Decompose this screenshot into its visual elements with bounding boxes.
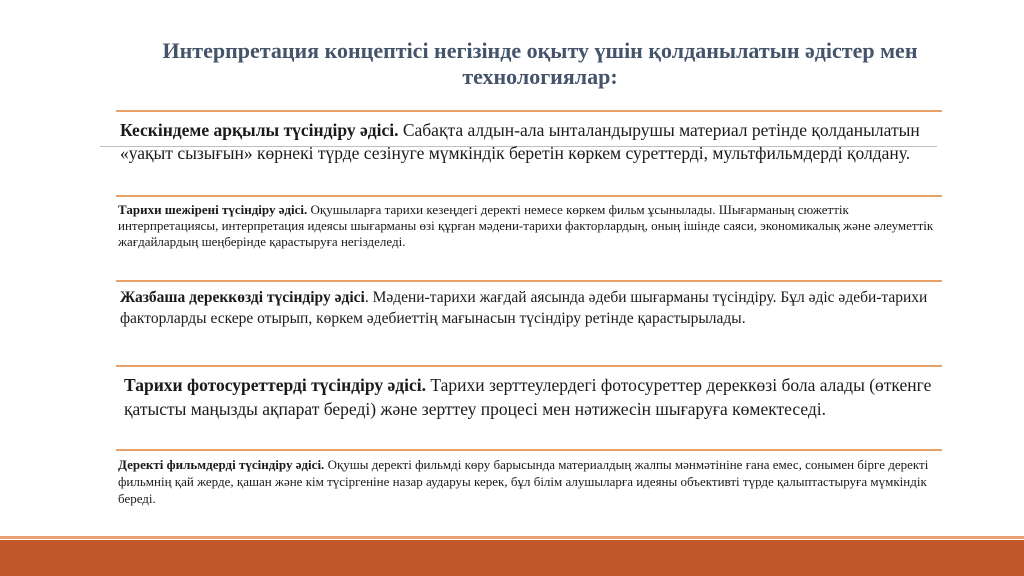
method-photographs-text: Тарихи зерттеулердегі фотосуреттер дереккөзі бола алады (өткенге қатысты маңызды ақпарат береді) және зерттеу процесі мен нәтижесін шығаруға көмектеседі. <box>124 375 932 419</box>
method-photographs-term: Тарихи фотосуреттерді түсіндіру әдісі. <box>124 375 426 395</box>
footer-bar <box>0 540 1024 576</box>
method-documentary <box>118 456 940 507</box>
method-documentary-text: Оқушы деректі фильмді көру барысында материалдың жалпы мәнмәтініне ғана емес, сонымен бірге деректі фильмнің қай жерде, қашан және кім түсіргеніне назар аударуы керек, бұл білім алушыларға идеяны объективті түрде қалыптастыруға мүмкіндік береді. <box>118 457 929 506</box>
method-painting-term: Кескіндеме арқылы түсіндіру әдісі. <box>120 120 399 140</box>
footer-stripe <box>0 536 1024 539</box>
divider-1 <box>116 110 942 112</box>
method-written-source-term: Жазбаша дереккөзді түсіндіру әдісі <box>120 289 365 306</box>
method-written-source <box>120 287 942 329</box>
method-chronicle-term: Тарихи шежірені түсіндіру әдісі. <box>118 202 308 217</box>
divider-4 <box>116 365 942 367</box>
method-painting-text: Сабақта алдын-ала ынталандырушы материал ретінде қолданылатын «уақыт сызығын» көрнекі түрде сезінуге мүмкіндік беретін көркем суреттерді, мультфильмдерді қолдану. <box>120 120 920 163</box>
method-painting <box>120 119 942 165</box>
divider-5 <box>116 449 942 451</box>
method-chronicle <box>118 202 940 250</box>
method-chronicle-text: Оқушыларға тарихи кезеңдегі деректі немесе көркем фильм ұсынылады. Шығарманың сюжеттік интерпретациясы, интерпретация идеясы шығарманы өзі құрған мәдени-тарихи факторлардың, оның ішінде саяси, экономикалық және әлеуметтік жағдайлардың шеңберінде қарастыруға негізделеді. <box>118 202 934 249</box>
slide-title: Интерпретация концептісі негізінде оқыту үшін қолданылатын әдістер мен технологиялар: <box>162 38 918 89</box>
divider-3 <box>116 280 942 282</box>
method-written-source-text: . Мәдени-тарихи жағдай аясында әдеби шығарманы түсіндіру. Бұл әдіс әдеби-тарихи факторларды ескере отырып, көркем әдебиеттің мағынасын түсіндіру ретінде қарастырылады. <box>120 289 928 327</box>
method-photographs <box>124 374 942 421</box>
divider-2 <box>116 195 942 197</box>
method-documentary-term: Деректі фильмдерді түсіндіру әдісі. <box>118 457 325 472</box>
